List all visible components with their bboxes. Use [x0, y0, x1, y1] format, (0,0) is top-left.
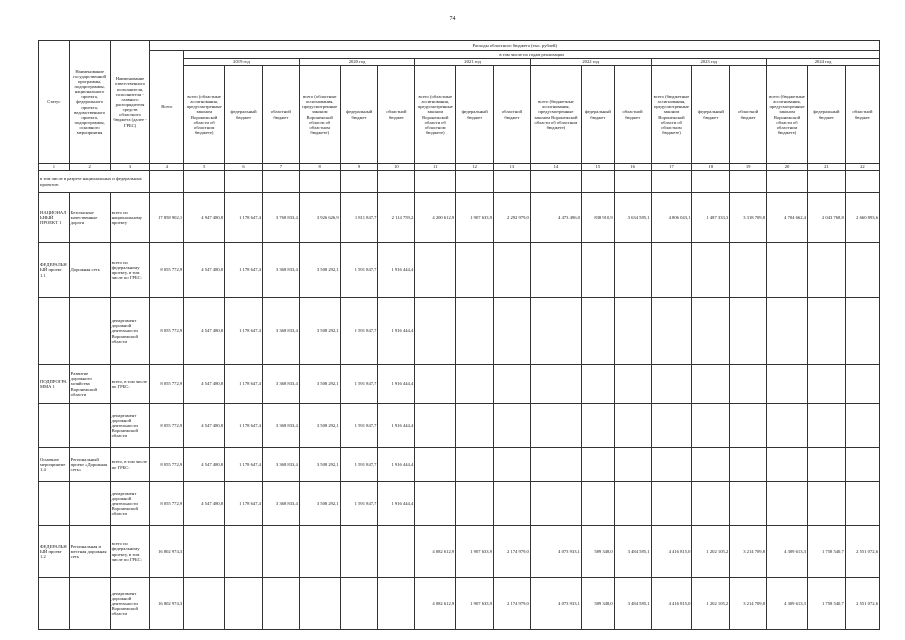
year-2024: 2024 год	[767, 59, 880, 66]
column-number: 13	[494, 164, 531, 171]
table-cell: 3 508 292,1	[299, 404, 340, 448]
table-cell: 3 368 833,4	[262, 365, 299, 404]
table-cell	[651, 365, 692, 404]
table-cell: 1 591 847,7	[340, 243, 378, 298]
sub-fed-2021: федеральный бюджет	[456, 66, 494, 164]
row-status: ФЕДЕРАЛЬНЫЙ проект 1.2	[39, 526, 70, 578]
column-number: 9	[340, 164, 378, 171]
table-cell	[692, 482, 730, 526]
table-cell: 3 214 709,8	[730, 578, 767, 630]
table-row	[39, 298, 880, 365]
table-cell	[692, 365, 730, 404]
sub-all-2020: всего (областные ассигнования, предусмотренные законом Воронежской области об областном бюджете)	[299, 66, 340, 164]
table-cell: 1 907 633,9	[456, 578, 494, 630]
table-row	[39, 448, 880, 482]
section-label: в том числе в разрезе национальных и федеральных проектов:	[39, 171, 150, 193]
table-cell	[340, 526, 378, 578]
table-cell: 4 416 815,0	[651, 578, 692, 630]
column-number: 8	[299, 164, 340, 171]
table-cell: 3 318 709,8	[730, 193, 767, 243]
table-cell: 4 704 662,4	[767, 193, 808, 243]
table-cell: 1 591 847,7	[340, 404, 378, 448]
col-status-header: Статус	[39, 41, 70, 164]
table-cell: 1 178 647,4	[225, 404, 263, 448]
table-cell: 4 416 815,0	[651, 526, 692, 578]
table-cell	[807, 482, 845, 526]
column-number: 10	[378, 164, 415, 171]
table-cell: 4 947 480,8	[184, 193, 225, 243]
table-cell: 1 591 847,7	[340, 298, 378, 365]
table-cell	[494, 243, 531, 298]
column-number: 1	[39, 164, 70, 171]
sub-all-2024: всего (бюджетные ассигнования, предусмотренные законом Воронежской области об областном бюджете)	[767, 66, 808, 164]
table-cell: 2 114 759,2	[378, 193, 415, 243]
table-cell	[415, 404, 456, 448]
table-cell	[456, 365, 494, 404]
sub-fed-2020: федеральный бюджет	[340, 66, 378, 164]
table-cell: 1 591 847,7	[340, 365, 378, 404]
sub-obl-2024: областной бюджет	[845, 66, 879, 164]
sub-all-2023: всего (бюджетные ассигнования, предусмотренные законом Воронежской области об областном бюджете)	[651, 66, 692, 164]
table-cell	[340, 578, 378, 630]
table-cell	[767, 448, 808, 482]
row-grbs: всего по федеральному проекту, в том числе по ГРБС:	[110, 243, 150, 298]
row-grbs: всего, в том числе по ГРБС:	[110, 448, 150, 482]
table-cell: 3 508 292,1	[299, 298, 340, 365]
table-cell: 8 055 772,9	[150, 365, 184, 404]
table-cell: 1 487 333,3	[692, 193, 730, 243]
table-cell: 4 082 612,9	[415, 578, 456, 630]
table-cell: 1 178 647,4	[225, 298, 263, 365]
table-body	[39, 193, 880, 630]
sub-fed-2023: федеральный бюджет	[692, 66, 730, 164]
table-cell	[767, 404, 808, 448]
table-cell	[651, 482, 692, 526]
column-numbers-row	[39, 164, 880, 171]
table-cell: 3 508 292,1	[299, 365, 340, 404]
table-cell	[767, 298, 808, 365]
column-number: 3	[110, 164, 150, 171]
table-cell	[494, 482, 531, 526]
row-name: Региональный проект «Дорожная сеть»	[69, 448, 110, 482]
sub-all-2019: всего (областные ассигнования, предусмотренные законом Воронежской области об областном бюджете)	[184, 66, 225, 164]
table-cell	[730, 482, 767, 526]
table-cell: 1 907 633,9	[456, 526, 494, 578]
table-cell: 2 292 979,0	[494, 193, 531, 243]
table-cell: 4 547 480,8	[184, 365, 225, 404]
column-number: 20	[767, 164, 808, 171]
table-cell: 3 214 709,8	[730, 526, 767, 578]
table-cell	[530, 243, 581, 298]
table-cell: 1 202 105,2	[692, 578, 730, 630]
row-status	[39, 578, 70, 630]
table-cell	[651, 404, 692, 448]
table-cell	[184, 526, 225, 578]
table-cell	[730, 365, 767, 404]
table-cell	[730, 243, 767, 298]
table-cell	[378, 526, 415, 578]
sub-all-2021: всего (областные ассигнования, предусмотренные законом Воронежской области об областном бюджете)	[415, 66, 456, 164]
table-cell: 2 174 979,0	[494, 526, 531, 578]
table-cell: 3 926 626,9	[299, 193, 340, 243]
table-cell: 3 368 833,4	[262, 298, 299, 365]
table-cell	[494, 448, 531, 482]
year-2022: 2022 год	[530, 59, 651, 66]
table-cell: 17 858 902,1	[150, 193, 184, 243]
row-grbs: департамент дорожной деятельности Воронежской области	[110, 298, 150, 365]
year-2021: 2021 год	[415, 59, 531, 66]
table-cell	[845, 298, 879, 365]
table-cell	[767, 243, 808, 298]
sub-fed-2024: федеральный бюджет	[807, 66, 845, 164]
row-name: Безопасные качественные дороги	[69, 193, 110, 243]
sub-fed-2019: федеральный бюджет	[225, 66, 263, 164]
column-number: 6	[225, 164, 263, 171]
table-cell	[651, 448, 692, 482]
table-cell: 1 916 444,4	[378, 448, 415, 482]
table-cell: 4 082 612,9	[415, 526, 456, 578]
table-cell	[415, 482, 456, 526]
table-cell	[581, 448, 614, 482]
column-number: 19	[730, 164, 767, 171]
table-cell	[184, 578, 225, 630]
column-number: 2	[69, 164, 110, 171]
table-cell: 4 309 613,3	[767, 578, 808, 630]
table-cell	[581, 404, 614, 448]
row-grbs: департамент дорожной деятельности Воронежской области	[110, 404, 150, 448]
column-number: 7	[262, 164, 299, 171]
row-name	[69, 482, 110, 526]
table-cell	[456, 298, 494, 365]
table-cell	[692, 448, 730, 482]
table-cell: 4 547 480,8	[184, 243, 225, 298]
table-cell	[378, 578, 415, 630]
table-cell: 4 547 480,8	[184, 482, 225, 526]
table-cell	[614, 448, 651, 482]
table-cell: 4 547 480,8	[184, 298, 225, 365]
table-cell: 4 473 496,0	[530, 193, 581, 243]
table-cell: 1 178 647,4	[225, 193, 263, 243]
table-cell: 2 174 979,0	[494, 578, 531, 630]
table-cell: 1 811 847,7	[340, 193, 378, 243]
row-status: ПОДПРОГРАММА 1	[39, 365, 70, 404]
table-cell	[692, 404, 730, 448]
page-number: 74	[449, 16, 456, 22]
table-cell	[581, 298, 614, 365]
table-cell: 8 055 772,9	[150, 448, 184, 482]
col-grbs-header: Наименование ответственного исполнителя, исполнителя - главного распорядителя средств областного бюджета (далее - ГРБС)	[110, 41, 150, 164]
table-cell: 1 916 444,4	[378, 404, 415, 448]
table-cell	[614, 365, 651, 404]
table-cell: 1 178 647,4	[225, 448, 263, 482]
row-grbs: департамент дорожной деятельности Воронежской области	[110, 578, 150, 630]
table-cell	[807, 448, 845, 482]
table-cell	[651, 298, 692, 365]
table-cell	[456, 243, 494, 298]
table-cell	[692, 298, 730, 365]
table-cell	[262, 526, 299, 578]
table-cell	[730, 298, 767, 365]
table-cell	[581, 482, 614, 526]
column-number: 5	[184, 164, 225, 171]
table-cell	[581, 243, 614, 298]
sub-obl-2022: областной бюджет	[614, 66, 651, 164]
table-cell: 8 055 772,9	[150, 404, 184, 448]
column-number: 22	[845, 164, 879, 171]
table-cell: 1 758 540,7	[807, 526, 845, 578]
sub-obl-2019: областной бюджет	[262, 66, 299, 164]
row-name: Региональная и местная дорожная сеть	[69, 526, 110, 578]
table-cell	[456, 448, 494, 482]
table-cell: 3 484 585,1	[614, 526, 651, 578]
table-cell: 1 591 847,7	[340, 482, 378, 526]
table-cell: 2 043 768,8	[807, 193, 845, 243]
table-cell: 4 200 612,9	[415, 193, 456, 243]
table-cell	[225, 526, 263, 578]
table-cell: 1 916 444,4	[378, 243, 415, 298]
table-cell	[845, 448, 879, 482]
table-cell	[614, 298, 651, 365]
table-cell: 16 802 974,3	[150, 526, 184, 578]
table-cell	[530, 298, 581, 365]
table-cell	[730, 448, 767, 482]
table-cell	[614, 482, 651, 526]
table-cell: 1 907 633,9	[456, 193, 494, 243]
row-name	[69, 578, 110, 630]
table-cell	[730, 404, 767, 448]
table-row	[39, 404, 880, 448]
table-cell: 2 551 072,6	[845, 578, 879, 630]
sub-obl-2020: областной бюджет	[378, 66, 415, 164]
table-cell	[494, 365, 531, 404]
table-cell: 3 368 833,4	[262, 243, 299, 298]
table-cell: 16 802 974,3	[150, 578, 184, 630]
table-row	[39, 365, 880, 404]
year-2019: 2019 год	[184, 59, 300, 66]
table-cell: 1 916 444,4	[378, 298, 415, 365]
table-cell	[767, 365, 808, 404]
column-number: 14	[530, 164, 581, 171]
expenses-table	[38, 40, 880, 630]
row-grbs: всего по национальному проекту	[110, 193, 150, 243]
column-number: 21	[807, 164, 845, 171]
year-2023: 2023 год	[651, 59, 767, 66]
table-cell	[262, 578, 299, 630]
table-cell	[299, 526, 340, 578]
table-cell	[581, 365, 614, 404]
table-cell	[845, 482, 879, 526]
table-cell	[614, 404, 651, 448]
table-cell: 8 055 772,9	[150, 243, 184, 298]
table-cell: 3 508 292,1	[299, 243, 340, 298]
sub-fed-2022: федеральный бюджет	[581, 66, 614, 164]
row-grbs: всего, в том числе по ГРБС:	[110, 365, 150, 404]
column-number: 17	[651, 164, 692, 171]
col-total-header: Всего	[150, 51, 184, 164]
table-cell: 1 916 444,4	[378, 482, 415, 526]
table-cell	[299, 578, 340, 630]
table-cell: 589 348,0	[581, 526, 614, 578]
table-cell	[494, 298, 531, 365]
table-cell	[494, 404, 531, 448]
table-cell: 3 508 292,1	[299, 448, 340, 482]
table-row	[39, 526, 880, 578]
table-cell	[415, 298, 456, 365]
table-cell: 4 309 613,3	[767, 526, 808, 578]
table-cell: 3 368 833,4	[262, 482, 299, 526]
table-row	[39, 193, 880, 243]
table-cell: 1 916 444,4	[378, 365, 415, 404]
table-cell	[415, 365, 456, 404]
table-cell: 4 547 480,8	[184, 404, 225, 448]
table-cell: 3 768 833,4	[262, 193, 299, 243]
table-cell: 3 508 292,1	[299, 482, 340, 526]
column-number: 18	[692, 164, 730, 171]
table-cell: 1 591 847,7	[340, 448, 378, 482]
sub-obl-2021: областной бюджет	[494, 66, 531, 164]
table-cell	[614, 243, 651, 298]
table-cell	[807, 404, 845, 448]
table-cell: 4 806 043,1	[651, 193, 692, 243]
table-cell	[415, 448, 456, 482]
table-cell: 8 055 772,9	[150, 482, 184, 526]
column-number: 4	[150, 164, 184, 171]
column-number: 11	[415, 164, 456, 171]
table-row	[39, 482, 880, 526]
table-cell	[456, 404, 494, 448]
expenses-title: Расходы областного бюджета (тыс. рублей)	[150, 41, 880, 51]
by-years-header: в том числе по годам реализации	[184, 51, 880, 59]
row-name: Дорожная сеть	[69, 243, 110, 298]
table-cell: 3 634 585,1	[614, 193, 651, 243]
table-cell: 1 758 540,7	[807, 578, 845, 630]
table-row	[39, 243, 880, 298]
table-cell	[807, 365, 845, 404]
table-cell	[845, 404, 879, 448]
table-cell: 1 178 647,4	[225, 482, 263, 526]
table-cell: 4 547 480,8	[184, 448, 225, 482]
year-2020: 2020 год	[299, 59, 415, 66]
table-cell	[767, 482, 808, 526]
row-grbs: департамент дорожной деятельности Воронежской области	[110, 482, 150, 526]
row-status: ФЕДЕРАЛЬНЫЙ проект 1.1	[39, 243, 70, 298]
table-cell: 1 178 647,4	[225, 365, 263, 404]
row-status: Основное мероприятие 1.4	[39, 448, 70, 482]
column-number: 12	[456, 164, 494, 171]
table-cell	[225, 578, 263, 630]
row-name: Развитие дорожного хозяйства Воронежской области	[69, 365, 110, 404]
row-name	[69, 404, 110, 448]
table-cell	[845, 243, 879, 298]
sub-obl-2023: областной бюджет	[730, 66, 767, 164]
table-cell	[456, 482, 494, 526]
table-cell	[807, 298, 845, 365]
table-cell: 2 660 893,6	[845, 193, 879, 243]
table-cell	[530, 448, 581, 482]
table-cell	[530, 482, 581, 526]
table-cell: 1 202 105,2	[692, 526, 730, 578]
table-cell	[415, 243, 456, 298]
column-number: 15	[581, 164, 614, 171]
table-cell: 589 348,0	[581, 578, 614, 630]
table-row	[39, 578, 880, 630]
table-cell	[530, 365, 581, 404]
table-cell: 4 073 933,1	[530, 526, 581, 578]
row-grbs: всего по федеральному проекту, в том числе по ГРБС:	[110, 526, 150, 578]
table-cell: 3 484 585,1	[614, 578, 651, 630]
table-cell: 3 368 833,4	[262, 448, 299, 482]
table-cell	[692, 243, 730, 298]
table-cell: 3 368 833,4	[262, 404, 299, 448]
table-cell: 1 178 647,4	[225, 243, 263, 298]
table-cell	[807, 243, 845, 298]
column-number: 16	[614, 164, 651, 171]
table-cell: 2 551 072,6	[845, 526, 879, 578]
table-cell	[530, 404, 581, 448]
row-status	[39, 298, 70, 365]
row-status	[39, 482, 70, 526]
row-status: НАЦИОНАЛЬНЫЙ ПРОЕКТ 1	[39, 193, 70, 243]
table-cell	[651, 243, 692, 298]
table-cell: 8 055 772,9	[150, 298, 184, 365]
table-cell	[845, 365, 879, 404]
table-cell: 838 910,9	[581, 193, 614, 243]
row-name	[69, 298, 110, 365]
table-cell: 4 073 933,1	[530, 578, 581, 630]
sub-all-2022: всего (бюджетные ассигнования, предусмотренные законом Воронежской области об областном бюджете)	[530, 66, 581, 164]
col-program-header: Наименование государственной программы, подпрограммы, национального проекта, федерального проекта, ведомственного проекта, подпрограммы, основного мероприятия	[69, 41, 110, 164]
row-status	[39, 404, 70, 448]
